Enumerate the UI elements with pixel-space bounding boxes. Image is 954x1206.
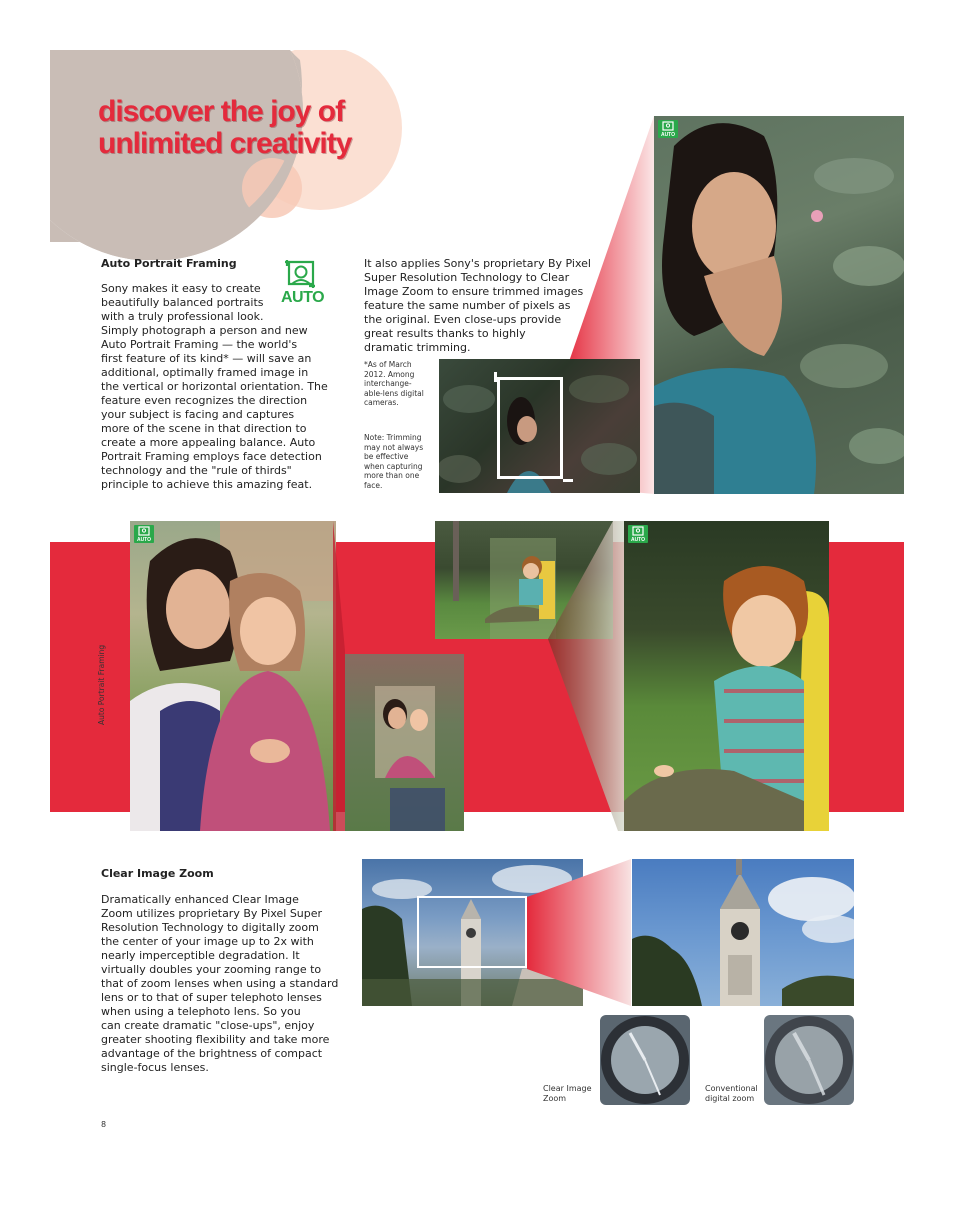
body-line: Zoom utilizes proprietary By Pixel Super <box>101 907 323 920</box>
clear-zoom-body <box>101 893 341 1075</box>
body-line: greater shooting flexibility and take more <box>101 1033 330 1046</box>
body-line: nearly imperceptible degradation. It <box>101 949 300 962</box>
col2-line: feature the same number of pixels as <box>364 299 571 312</box>
caption-line: digital zoom <box>705 1094 755 1103</box>
boy-portrait-photo <box>624 521 829 831</box>
body-line: Portrait Framing employs face detection <box>101 450 322 463</box>
note-line: face. <box>364 480 383 490</box>
body-line: more of the scene in that direction to <box>101 422 307 435</box>
pond-portrait-art <box>654 116 904 494</box>
mother-daughter-photo <box>130 521 336 831</box>
body-line: Simply photograph a person and new <box>101 324 308 337</box>
note-line: when capturing <box>364 461 423 471</box>
family-thumbnail-art <box>345 654 464 831</box>
svg-text:AUTO: AUTO <box>660 132 676 138</box>
crop-frame-tick <box>563 479 573 482</box>
clock-face-clear-zoom <box>600 1015 690 1105</box>
zoom-wedge-clock <box>525 859 635 1007</box>
zoom-frame <box>417 896 527 968</box>
body-line: Dramatically enhanced Clear Image <box>101 893 299 906</box>
body-line: principle to achieve this amazing feat. <box>101 478 313 491</box>
col2-line: dramatic trimming. <box>364 341 471 354</box>
note-line: may not always <box>364 442 424 452</box>
family-thumbnail-photo <box>345 654 464 831</box>
body-line: Auto Portrait Framing — the world's <box>101 338 298 351</box>
boy-portrait-art <box>624 521 829 831</box>
crop-frame <box>497 377 563 479</box>
body-line: additional, optimally framed image in <box>101 366 309 379</box>
caption-line: Clear Image <box>543 1084 592 1093</box>
col2-line: the original. Even close-ups provide <box>364 313 562 326</box>
body-line: lens or to that of super telephoto lenses <box>101 991 322 1004</box>
body-line: with a truly professional look. <box>101 310 264 323</box>
zoom-wedge-boy <box>548 521 628 831</box>
auto-portrait-title: Auto Portrait Framing <box>101 257 237 270</box>
body-line: Sony makes it easy to create <box>101 282 261 295</box>
body-line: can create dramatic "close-ups", enjoy <box>101 1019 315 1032</box>
note-line: Note: Trimming <box>364 433 422 442</box>
clock-face-clear-art <box>600 1015 690 1105</box>
auto-badge-icon <box>658 120 678 138</box>
body-line: virtually doubles your zooming range to <box>101 963 322 976</box>
clock-tower-zoom-art <box>632 859 854 1006</box>
caption-clear-zoom <box>543 1084 592 1104</box>
col2-line: Super Resolution Technology to Clear <box>364 271 570 284</box>
footnote-line: *As of March <box>364 360 412 369</box>
col2-line: It also applies Sony's proprietary By Pixel <box>364 257 591 270</box>
body-line: Resolution Technology to digitally zoom <box>101 921 319 934</box>
body-line: feature even recognizes the direction <box>101 394 308 407</box>
body-line: that of zoom lenses when using a standard <box>101 977 339 990</box>
headline <box>98 96 351 160</box>
body-line: the center of your image up to 2x with <box>101 935 314 948</box>
body-line: advantage of the brightness of compact <box>101 1047 323 1060</box>
footnote-line: cameras. <box>364 398 399 407</box>
svg-text:AUTO: AUTO <box>136 537 152 543</box>
body-line: single-focus lenses. <box>101 1061 209 1074</box>
note-line: be effective <box>364 452 409 461</box>
footnote-line: able-lens digital <box>364 388 424 398</box>
side-label: Auto Portrait Framing <box>97 644 106 725</box>
auto-badge-icon <box>134 525 154 543</box>
trimming-note <box>364 433 438 490</box>
caption-line: Conventional <box>705 1084 758 1093</box>
pond-thumbnail-photo <box>439 359 640 493</box>
note-line: more than one <box>364 471 420 480</box>
body-line: the vertical or horizontal orientation. The <box>101 380 328 393</box>
body-line: beautifully balanced portraits <box>101 296 264 309</box>
pond-portrait-photo <box>654 116 904 494</box>
clock-face-digital-art <box>764 1015 854 1105</box>
auto-badge-icon <box>628 525 648 543</box>
page-number: 8 <box>101 1120 107 1129</box>
mother-daughter-art <box>130 521 336 831</box>
body-line: first feature of its kind* — will save an <box>101 352 312 365</box>
headline-line2: unlimited creativity <box>98 127 352 160</box>
body-line: technology and the "rule of thirds" <box>101 464 292 477</box>
col2-line: great results thanks to highly <box>364 327 526 340</box>
clock-tower-zoom-photo <box>632 859 854 1006</box>
caption-digital-zoom <box>705 1084 758 1104</box>
crop-frame-tick <box>494 372 497 382</box>
body-line: create a more appealing balance. Auto <box>101 436 316 449</box>
clear-zoom-title: Clear Image Zoom <box>101 867 214 880</box>
clock-face-digital-zoom <box>764 1015 854 1105</box>
caption-line: Zoom <box>543 1094 567 1103</box>
body-line: your subject is facing and captures <box>101 408 295 421</box>
headline-line1: discover the joy of <box>98 95 345 128</box>
col2-line: Image Zoom to ensure trimmed images <box>364 285 584 298</box>
footnote-line: interchange- <box>364 379 412 388</box>
footnote-line: 2012. Among <box>364 369 415 379</box>
body-line: when using a telephoto lens. So you <box>101 1005 301 1018</box>
auto-portrait-body <box>101 282 331 492</box>
svg-text:AUTO: AUTO <box>630 537 646 543</box>
auto-label: AUTO <box>281 289 325 306</box>
footnote <box>364 360 438 408</box>
